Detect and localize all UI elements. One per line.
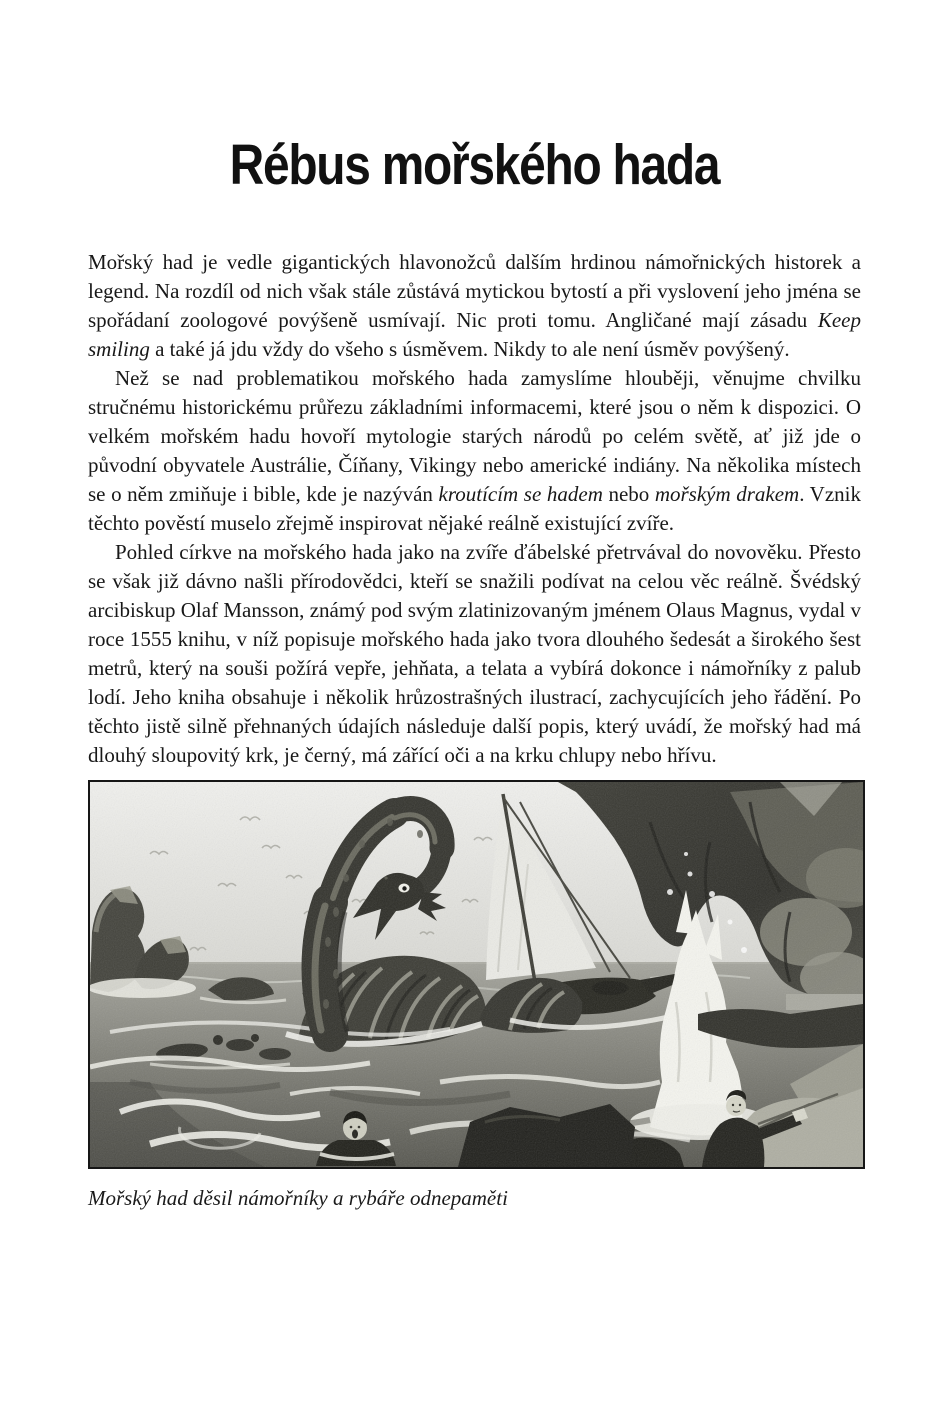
text-segment: Než se nad problematikou mořského hada zamyslíme hlouběji, věnujme chvilku stručnému historickému průřezu základními informacemi, které jsou o něm k dispozici. O velkém mořském hadu hovoří mytologie starých národů po celém světě, ať již jde o původní obyvatele Austrálie, Číňany, Vikingy nebo americké indiány. Na několika místech se o něm zmiňuje i bible, kde je nazýván bbox=[88, 366, 861, 506]
paragraph-2 bbox=[88, 364, 861, 538]
text-segment-italic: kroutícím se hadem bbox=[438, 482, 603, 506]
page-title-text: Rébus mořského hada bbox=[229, 133, 720, 197]
body-text bbox=[88, 248, 861, 770]
paragraph-3 bbox=[88, 538, 861, 770]
text-segment: Pohled církve na mořského hada jako na zvíře ďábelské přetrvával do novověku. Přesto se však již dávno našli přírodovědci, kteří se snažili podívat na celou věc reálně. Švédský arcibiskup Olaf Mansson, známý pod svým zlatinizovaným jménem Olaus Magnus, vydal v roce 1555 knihu, v níž popisuje mořského hada jako tvora dlouhého šedesát a širokého šest metrů, který na souši požírá vepře, jehňata, a telata a vybírá dokonce i námořníky z palub lodí. Jeho kniha obsahuje i několik hrůzostrašných ilustrací, zachycujících jeho řádění. Po těchto jistě silně přehnaných údajích následuje další popis, který uvádí, že mořský had má dlouhý sloupovitý krk, je černý, má zářící oči a na krku chlupy nebo hřívu. bbox=[88, 540, 861, 767]
text-segment-italic: mořským drakem bbox=[654, 482, 800, 506]
paragraph-1 bbox=[88, 248, 861, 364]
text-segment: Mořský had je vedle gigantických hlavonožců dalším hrdinou námořnických historek a legend. Na rozdíl od nich však stále zůstává mytickou bytostí a při vyslovení jeho jména se spořádaní zoologové povýšeně usmívají. Nic proti tomu. Angličané mají zásadu bbox=[88, 250, 861, 332]
sea-serpent-artwork bbox=[90, 782, 863, 1167]
sea-serpent-illustration bbox=[88, 780, 865, 1169]
grain-overlay bbox=[90, 782, 863, 1167]
text-segment: nebo bbox=[602, 482, 655, 506]
text-segment-italic: Keep smiling bbox=[88, 308, 861, 361]
page-title bbox=[88, 133, 861, 197]
illustration-figure bbox=[88, 780, 861, 1211]
text-segment: a také já jdu vždy do všeho s úsměvem. Nikdy to ale není úsměv povýšený. bbox=[149, 337, 790, 361]
illustration-caption: Mořský had děsil námořníky a rybáře odnepaměti bbox=[88, 1186, 508, 1210]
text-segment: . Vznik těchto pověstí muselo zřejmě inspirovat nějaké reálně existující zvíře. bbox=[88, 482, 861, 535]
